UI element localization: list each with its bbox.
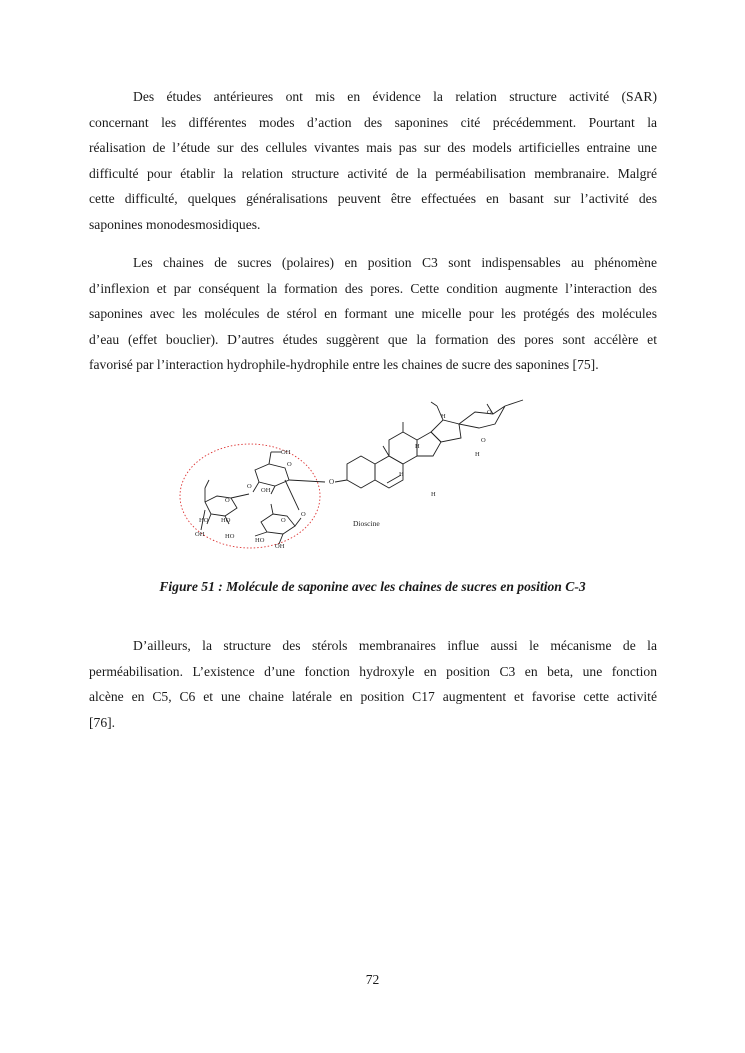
atom-label-h: H [415, 443, 420, 450]
text-line: cette difficulté, quelques généralisations peuvent être effectuées en basant sur l’activité des [89, 191, 657, 207]
text-line: Les chaines de sucres (polaires) en position C3 sont indispensables au phénomène [133, 255, 657, 270]
atom-label-o: O [281, 517, 286, 524]
paragraph-sugar-chains [89, 250, 657, 378]
text-line: concernant les différentes modes d’action des saponines cité précédemment. Pourtant la [89, 114, 657, 130]
text-line: difficulté pour établir la relation structure activité de la perméabilisation membranaire. Malgré [89, 165, 657, 181]
atom-label-h: H [399, 471, 404, 478]
atom-label-o: O [287, 461, 292, 468]
text-line: perméabilisation. L’existence d’une fonction hydroxyle en position C3 en beta, une fonction [89, 663, 657, 679]
atom-label-h: H [475, 451, 480, 458]
compound-name-label: Dioscine [353, 519, 380, 528]
atom-label-o: O [481, 437, 486, 444]
figure-caption: Figure 51 : Molécule de saponine avec les chaines de sucres en position C-3 [159, 579, 586, 594]
paragraph-sterol-structure [89, 633, 657, 735]
atom-label-oh: OH [281, 449, 291, 456]
atom-label-o: O [225, 497, 230, 504]
atom-label-o: O [487, 409, 492, 416]
atom-label-o: O [247, 483, 252, 490]
paragraph-sar-studies [89, 84, 657, 238]
atom-label-h: H [431, 491, 436, 498]
text-line: Des études antérieures ont mis en évidence la relation structure activité (SAR) [133, 89, 657, 104]
atom-label-oh: OH [261, 487, 271, 494]
atom-label-ho: HO [199, 517, 209, 524]
text-line: favorisé par l’interaction hydrophile-hydrophile entre les chaines de sucre des saponines [75]. [89, 357, 599, 373]
atom-label-oh: OH [275, 543, 285, 550]
dioscine-structure-diagram [175, 384, 575, 554]
text-line: [76]. [89, 714, 116, 730]
text-line: d’inflexion et par conséquent la formation des pores. Cette condition augmente l’interaction des [89, 280, 657, 296]
atom-label-ho: HO [221, 517, 231, 524]
text-line: saponines avec les molécules de stérol en formant une micelle pour les protégés des molécules [89, 306, 657, 322]
atom-label-ho: HO [255, 537, 265, 544]
atom-label-o: O [301, 511, 306, 518]
saponin-molecule-figure [175, 384, 575, 554]
text-line: D’ailleurs, la structure des stérols membranaires influe aussi le mécanisme de la [133, 638, 657, 653]
page-number: 72 [365, 972, 380, 987]
text-line: saponines monodesmosidiques. [89, 216, 261, 232]
atom-label-oh: OH [195, 531, 205, 538]
atom-label-ho: HO [225, 533, 235, 540]
atom-label-o: O [329, 478, 335, 486]
text-line: alcène en C5, C6 et une chaine latérale en position C17 augmentent et favorise cette activité [89, 689, 657, 705]
atom-label-h: H [441, 413, 446, 420]
text-line: réalisation de l’étude sur des cellules vivantes mais pas sur des models artificielles entraine une [89, 140, 657, 156]
text-line: d’eau (effet bouclier). D’autres études suggèrent que la formation des pores sont accélère et [89, 331, 657, 347]
